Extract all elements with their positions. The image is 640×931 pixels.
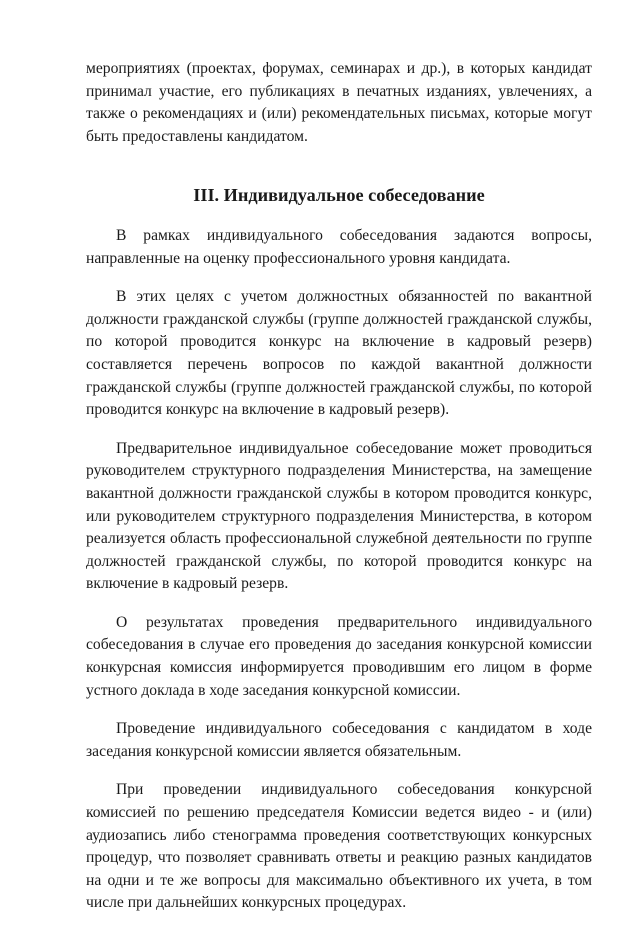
paragraph-preliminary-results: О результатах проведения предварительного индивидуального собеседования в случае его проведения до заседания конкурсной комиссии конкурсная комиссия информируется проводившим его лицом в форме устного доклада в ходе заседания конкурсной комиссии.: [86, 613, 592, 699]
paragraph-question-list: В этих целях с учетом должностных обязанностей по вакантной должности гражданской службы (группе должностей гражданской службы, по которой проводится конкурс на включение в кадровый резерв) составляется перечень вопросов по каждой вакантной должности гражданской службы (группе должностей гражданской службы, по которой проводится конкурс на включение в кадровый резерв).: [86, 288, 592, 419]
paragraph-preliminary-interview: Предварительное индивидуальное собеседование может проводиться руководителем структурного подразделения Министерства, на замещение вакантной должности гражданской службы в котором проводится конкурс, или руководителем структурного подразделения Министерства, в котором реализуется область профессиональной служебной деятельности по группе должностей гражданской службы, по которой проводится конкурс на включение в кадровый резерв.: [86, 439, 592, 593]
section-title: III. Индивидуальное собеседование: [193, 185, 485, 206]
document-page: [86, 58, 592, 931]
paragraph-mandatory-interview: Проведение индивидуального собеседования с кандидатом в ходе заседания конкурсной комиссии является обязательным.: [86, 720, 592, 760]
continued-paragraph: мероприятиях (проектах, форумах, семинарах и др.), в которых кандидат принимал участие, его публикациях в печатных изданиях, увлечениях, а также о рекомендациях и (или) рекомендательных письмах, которые могут быть предоставлены кандидатом.: [86, 60, 592, 145]
paragraph-recording: При проведении индивидуального собеседования конкурсной комиссией по решению председателя Комиссии ведется видео - и (или) аудиозапись либо стенограмма проведения соответствующих конкурсных процедур, что позволяет сравнивать ответы и реакцию разных кандидатов на одни и те же вопросы для максимально объективного их учета, в том числе при дальнейших конкурсных процедурах.: [86, 781, 592, 912]
paragraph-interview-questions: В рамках индивидуального собеседования задаются вопросы, направленные на оценку профессионального уровня кандидата.: [86, 226, 592, 267]
